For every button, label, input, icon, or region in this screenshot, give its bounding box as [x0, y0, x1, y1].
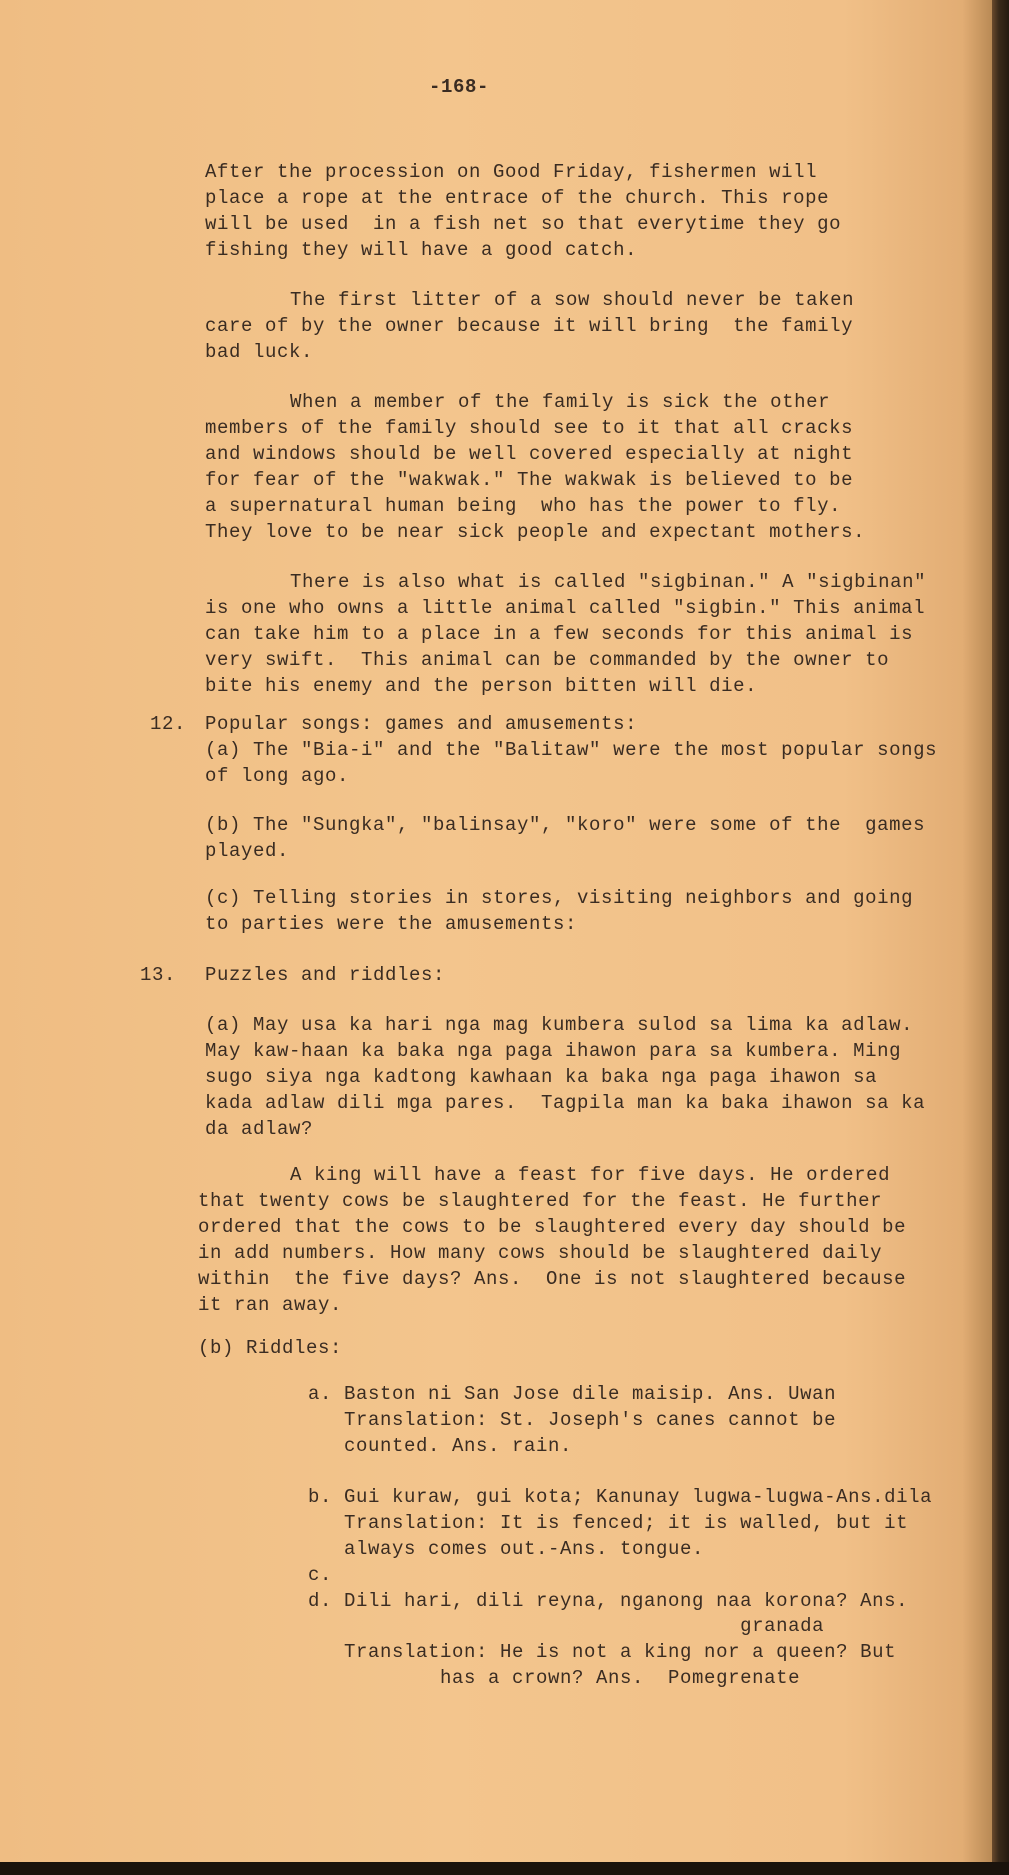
- para1-line4: fishing they will have a good catch.: [205, 239, 638, 261]
- section-13-heading: Puzzles and riddles:: [205, 964, 446, 986]
- para2-line1: The first litter of a sow should never be taken: [290, 289, 855, 311]
- puzzle-a-line5: da adlaw?: [205, 1118, 314, 1140]
- para4-line1: There is also what is called "sigbinan." A "sigbinan": [290, 571, 927, 593]
- section-12-heading: Popular songs: games and amusements:: [205, 713, 638, 735]
- bottom-edge: [0, 1862, 1009, 1875]
- para2-line3: bad luck.: [205, 341, 314, 363]
- para2-line2: care of by the owner because it will bring the family: [205, 315, 854, 337]
- puzzle-translation-line6: it ran away.: [198, 1294, 343, 1316]
- section-12-item-b-line1: (b) The "Sungka", "balinsay", "koro" were some of the games: [205, 814, 926, 836]
- puzzle-a-line2: May kaw-haan ka baka nga paga ihawon para sa kumbera. Ming: [205, 1040, 902, 1062]
- riddle-d-line3: Translation: He is not a king nor a queen? But: [308, 1641, 897, 1663]
- para4-line5: bite his enemy and the person bitten will die.: [205, 675, 758, 697]
- section-12-item-b-line2: played.: [205, 840, 290, 862]
- riddle-c: c.: [308, 1564, 333, 1586]
- section-12-item-a-line2: of long ago.: [205, 765, 350, 787]
- para1-line2: place a rope at the entrace of the church. This rope: [205, 187, 830, 209]
- riddle-a-line1: a. Baston ni San Jose dile maisip. Ans. Uwan: [308, 1383, 837, 1405]
- riddle-d-line2: granada: [308, 1615, 825, 1637]
- para1-line1: After the procession on Good Friday, fishermen will: [205, 161, 818, 183]
- riddle-b-line1: b. Gui kuraw, gui kota; Kanunay lugwa-lugwa-Ans.dila: [308, 1486, 933, 1508]
- section-12-number: 12.: [150, 713, 187, 735]
- puzzle-translation-line4: in add numbers. How many cows should be slaughtered daily: [198, 1242, 883, 1264]
- para4-line3: can take him to a place in a few seconds for this animal is: [205, 623, 914, 645]
- binding-spine: [992, 0, 1009, 1875]
- para3-line6: They love to be near sick people and expectant mothers.: [205, 521, 866, 543]
- riddle-d-line4: has a crown? Ans. Pomegrenate: [308, 1667, 801, 1689]
- puzzle-translation-line2: that twenty cows be slaughtered for the feast. He further: [198, 1190, 883, 1212]
- riddle-b-line2: Translation: It is fenced; it is walled, but it: [308, 1512, 909, 1534]
- para4-line4: very swift. This animal can be commanded by the owner to: [205, 649, 890, 671]
- riddle-d-line1: d. Dili hari, dili reyna, nganong naa korona? Ans.: [308, 1590, 909, 1612]
- puzzle-translation-line5: within the five days? Ans. One is not slaughtered because: [198, 1268, 907, 1290]
- para3-line4: for fear of the "wakwak." The wakwak is believed to be: [205, 469, 854, 491]
- puzzle-translation-line3: ordered that the cows to be slaughtered every day should be: [198, 1216, 907, 1238]
- puzzle-a-line1: (a) May usa ka hari nga mag kumbera sulod sa lima ka adlaw.: [205, 1014, 914, 1036]
- riddle-b-line3: always comes out.-Ans. tongue.: [308, 1538, 705, 1560]
- riddle-a-line3: counted. Ans. rain.: [308, 1435, 573, 1457]
- riddles-heading: (b) Riddles:: [198, 1337, 343, 1359]
- puzzle-a-line3: sugo siya nga kadtong kawhaan ka baka nga paga ihawon sa: [205, 1066, 878, 1088]
- riddle-a-line2: Translation: St. Joseph's canes cannot be: [308, 1409, 837, 1431]
- section-12-item-a-line1: (a) The "Bia-i" and the "Balitaw" were the most popular songs: [205, 739, 938, 761]
- para3-line3: and windows should be well covered especially at night: [205, 443, 854, 465]
- para3-line2: members of the family should see to it that all cracks: [205, 417, 854, 439]
- page-number: -168-: [428, 76, 489, 98]
- puzzle-translation-line1: A king will have a feast for five days. He ordered: [290, 1164, 891, 1186]
- para3-line1: When a member of the family is sick the other: [290, 391, 831, 413]
- puzzle-a-line4: kada adlaw dili mga pares. Tagpila man ka baka ihawon sa ka: [205, 1092, 926, 1114]
- para3-line5: a supernatural human being who has the power to fly.: [205, 495, 842, 517]
- section-13-number: 13.: [140, 964, 177, 986]
- section-12-item-c-line1: (c) Telling stories in stores, visiting neighbors and going: [205, 887, 914, 909]
- para4-line2: is one who owns a little animal called "sigbin." This animal: [205, 597, 926, 619]
- section-12-item-c-line2: to parties were the amusements:: [205, 913, 578, 935]
- para1-line3: will be used in a fish net so that everytime they go: [205, 213, 842, 235]
